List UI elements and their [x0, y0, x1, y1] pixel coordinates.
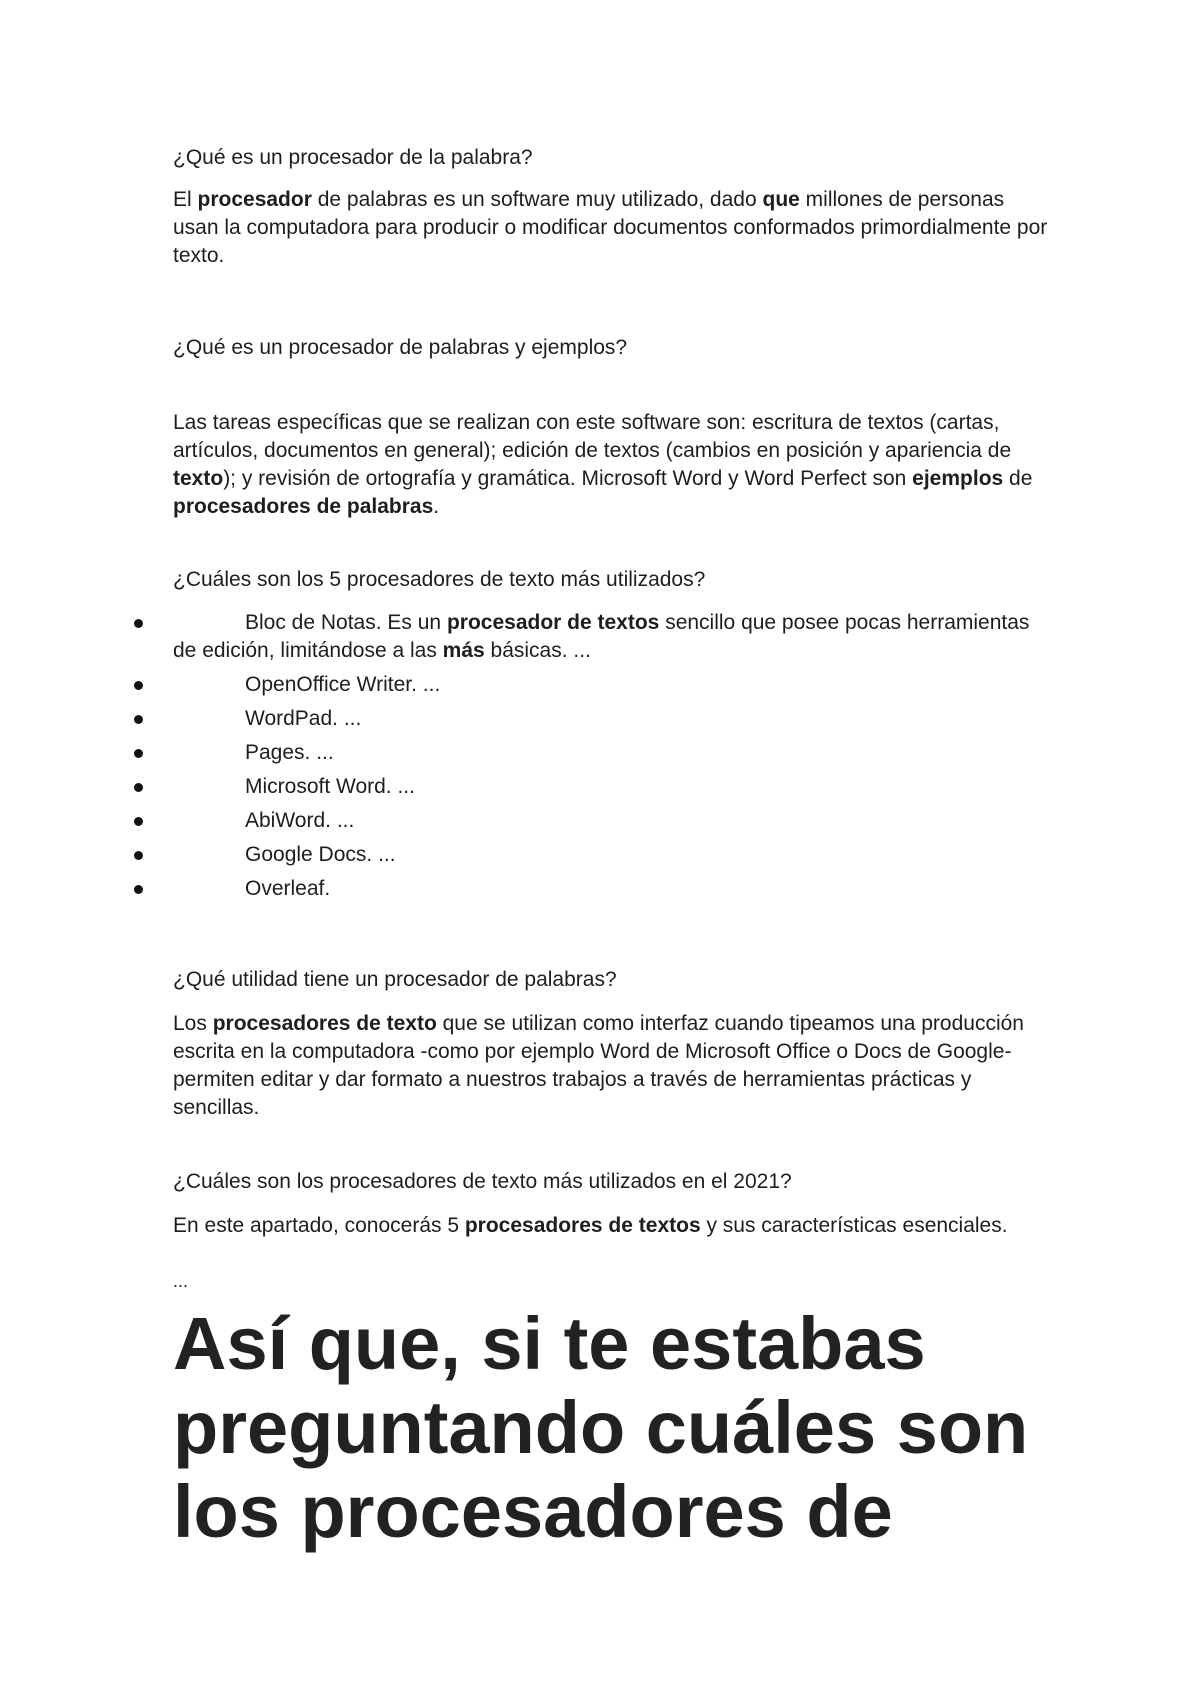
- paragraph-apartado: [173, 1212, 1053, 1240]
- heading-que-es-procesador: ¿Qué es un procesador de la palabra?: [173, 146, 533, 169]
- processor-list: [0, 609, 1100, 909]
- bold-run: ejemplos: [912, 467, 1004, 490]
- heading-utilidad: ¿Qué utilidad tiene un procesador de palabras?: [173, 968, 617, 991]
- text-run: Bloc de Notas. Es un: [245, 611, 447, 634]
- text-run: Las tareas específicas que se realizan con este software son: escritura de textos (cartas, artículos, documentos en general); edición de textos (cambios en posición y apariencia de: [173, 411, 1012, 462]
- bullet-icon: [134, 619, 143, 628]
- bullet-icon: [134, 851, 143, 860]
- list-item: [0, 671, 1100, 699]
- bold-run: procesador de textos: [446, 611, 660, 634]
- list-item: [0, 807, 1100, 835]
- bold-run: que: [762, 188, 800, 211]
- list-item: [0, 609, 1100, 665]
- bold-run: más: [442, 639, 485, 662]
- list-item-text: Pages. ...: [245, 741, 334, 764]
- list-item: [0, 841, 1100, 869]
- text-run: de: [1003, 467, 1033, 490]
- heading-mas-utilizados-2021: ¿Cuáles son los procesadores de texto más utilizados en el 2021?: [173, 1170, 792, 1193]
- paragraph-definicion: [173, 186, 1053, 270]
- list-item-text: WordPad. ...: [245, 707, 362, 730]
- list-item-text: Google Docs. ...: [245, 843, 396, 866]
- bold-run: texto: [173, 467, 224, 490]
- text-run: El: [173, 188, 198, 211]
- list-item: [0, 739, 1100, 767]
- bold-run: procesadores de palabras: [173, 495, 434, 518]
- list-item: [0, 773, 1100, 801]
- bold-run: procesadores de texto: [212, 1012, 437, 1035]
- text-run: millones de personas usan la computadora para producir o modificar documentos conformados primordialmente por texto.: [173, 188, 1048, 267]
- text-run: .: [433, 495, 440, 518]
- list-item-text: AbiWord. ...: [245, 809, 355, 832]
- bullet-icon: [134, 681, 143, 690]
- heading-cinco-procesadores: ¿Cuáles son los 5 procesadores de texto más utilizados?: [173, 568, 706, 591]
- text-run: básicas. ...: [484, 639, 591, 662]
- bullet-icon: [134, 749, 143, 758]
- list-item: [0, 875, 1100, 903]
- text-run: sencillo que posee pocas herramientas de edición, limitándose a las: [173, 611, 1030, 662]
- list-item: [0, 705, 1100, 733]
- heading-procesador-ejemplos: ¿Qué es un procesador de palabras y ejemplos?: [173, 336, 628, 359]
- text-run: y sus características esenciales.: [700, 1214, 1008, 1237]
- text-run: que se utilizan como interfaz cuando tipeamos una producción escrita en la computadora -como por ejemplo Word de Microsoft Office o Docs de Google- permiten editar y dar formato a nuestros trabajos a través de herramientas prácticas y sencillas.: [173, 1012, 1024, 1119]
- bold-run: procesadores de textos: [464, 1214, 701, 1237]
- text-run: En este apartado, conocerás 5: [173, 1214, 465, 1237]
- text-run: Los: [173, 1012, 213, 1035]
- ellipsis-text: ...: [173, 1271, 189, 1291]
- bullet-icon: [134, 783, 143, 792]
- paragraph-tareas: [173, 409, 1053, 521]
- list-item-text: Overleaf.: [245, 877, 331, 900]
- list-item-text: OpenOffice Writer. ...: [245, 673, 441, 696]
- bullet-icon: [134, 817, 143, 826]
- list-item-text: Microsoft Word. ...: [245, 775, 415, 798]
- list-item-text: [173, 609, 1053, 665]
- text-run: de palabras es un software muy utilizado, dado: [311, 188, 763, 211]
- bullet-icon: [134, 715, 143, 724]
- bullet-icon: [134, 885, 143, 894]
- text-run: ); y revisión de ortografía y gramática. Microsoft Word y Word Perfect son: [223, 467, 913, 490]
- bold-run: procesador: [197, 188, 312, 211]
- paragraph-utilidad: [173, 1010, 1053, 1122]
- large-headline: Así que, si te estabas preguntando cuáles son los procesadores de: [173, 1302, 1029, 1553]
